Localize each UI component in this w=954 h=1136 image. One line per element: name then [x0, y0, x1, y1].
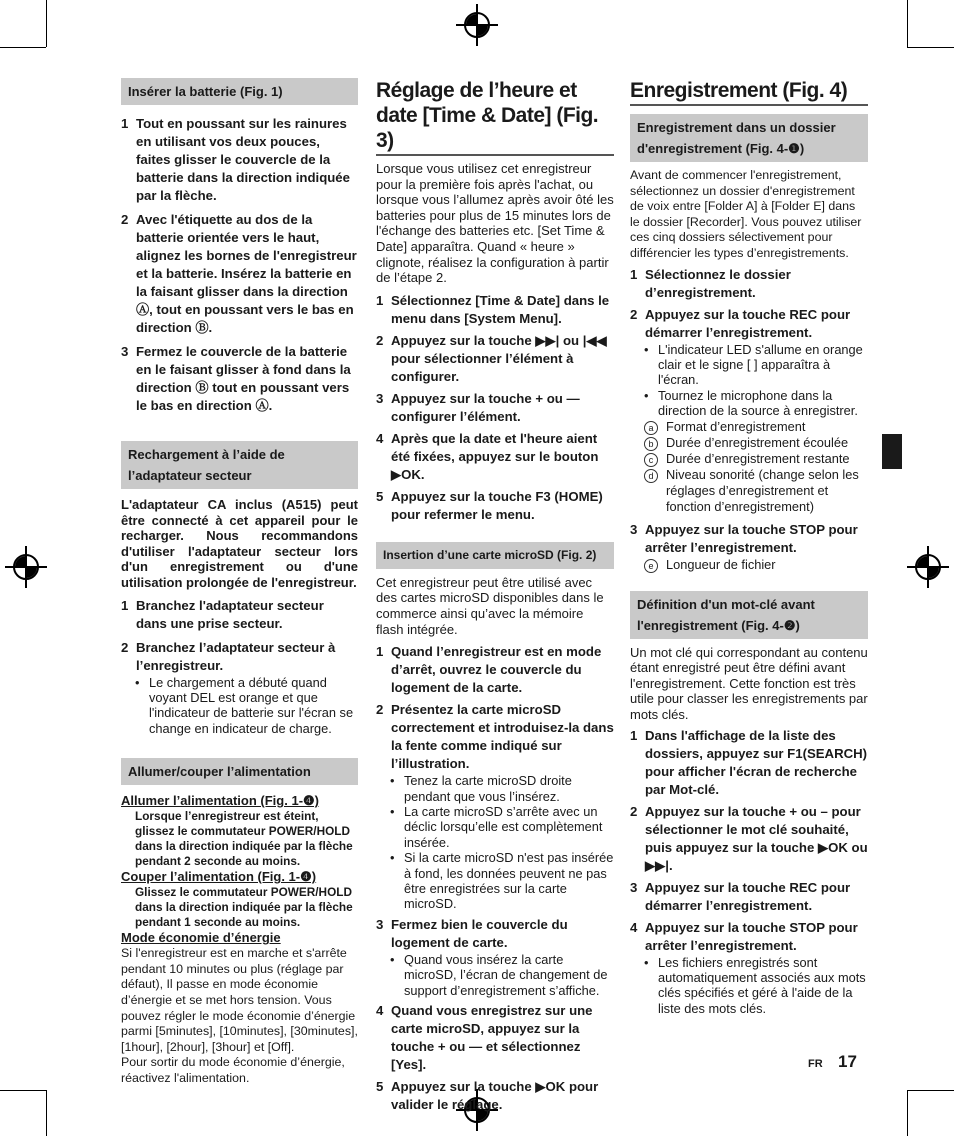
subheading: Mode économie d’énergie: [121, 930, 281, 946]
crop-mark: [46, 0, 47, 47]
crop-mark: [0, 47, 46, 48]
paragraph: Un mot clé qui correspondant au contenu étant enregistré peut être défini avant l'enregistrement. Cette fonction est très utile pour classer les enregistrements par mots clés.: [630, 644, 868, 722]
step: 3 Appuyez sur la touche + ou — configurer l’élément.: [376, 390, 580, 424]
crop-mark: [907, 0, 908, 47]
paragraph: Pour sortir du mode économie d’énergie, réactivez l'alimentation.: [121, 1055, 345, 1085]
callout-item: d Niveau sonorité (change selon les réglages d’enregistrement et fonction d’enregistrement): [630, 467, 868, 515]
step: 3 Appuyez sur la touche REC pour démarrer l’enregistrement.: [630, 879, 851, 913]
registration-mark-icon: [13, 554, 39, 580]
page-title: Réglage de l’heure et date [Time & Date] (Fig. 3): [376, 78, 614, 156]
section-heading: Enregistrement dans un dossier d'enregistrement (Fig. 4-❶): [630, 114, 868, 162]
crop-mark: [46, 1090, 47, 1136]
crop-mark: [907, 1090, 954, 1091]
step: 1 Dans l'affichage de la liste des dossiers, appuyez sur F1(SEARCH) pour afficher l'écran de recherche par Mot-clé.: [630, 727, 868, 797]
instruction: Lorsque l’enregistreur est éteint, glissez le commutateur POWER/HOLD dans la direction indiquée par la flèche pendant 2 seconde au moins.: [135, 809, 353, 869]
bullet: • L'indicateur LED s'allume en orange clair et le signe [ ] apparaîtra à l'écran.: [644, 341, 863, 388]
section-heading: Définition d'un mot-clé avant l'enregistrement (Fig. 4-❷): [630, 591, 868, 639]
crop-mark: [907, 47, 954, 48]
step: 5 Appuyez sur la touche ▶OK pour valider le réglage.: [376, 1079, 599, 1112]
paragraph: Lorsque vous utilisez cet enregistreur pour la première fois après l'achat, ou lorsque vous l’allumez après avoir ôté les batteries pour plus de 15 minutes lors de l'échange des batteries etc. [Set Time & Date] apparaîtra. Quand « heure » clignote, réalisez la configuration à partir de l’étape 2.: [376, 161, 614, 286]
crop-mark: [0, 1090, 46, 1091]
language-label: FR: [808, 1058, 823, 1070]
column-right: [630, 78, 868, 1016]
callout-item: a Format d’enregistrement: [630, 419, 868, 435]
instruction: Glissez le commutateur POWER/HOLD dans la direction indiquée par la flèche pendant 1 seconde au moins.: [135, 885, 353, 930]
section-heading: Rechargement à l’aide de l’adaptateur secteur: [121, 441, 358, 489]
step: 2 Branchez l’adaptateur secteur à l’enregistreur.: [121, 639, 336, 673]
callout-item: b Durée d’enregistrement écoulée: [630, 435, 868, 451]
bullet: • Le chargement a débuté quand voyant DEL est orange et que l'indicateur de batterie sur l'écran se change en indicateur de charge.: [135, 674, 354, 736]
step: 3 Appuyez sur la touche STOP pour arrêter l’enregistrement.: [630, 521, 858, 555]
page-title: Enregistrement (Fig. 4): [630, 78, 868, 106]
page-number: 17: [838, 1052, 857, 1071]
step: 4 Après que la date et l'heure aient été fixées, appuyez sur le bouton ▶OK.: [376, 430, 599, 482]
subheading: Allumer l’alimentation (Fig. 1-❹): [121, 793, 320, 809]
column-middle: [376, 78, 614, 1114]
step: 2 Appuyez sur la touche REC pour démarrer l’enregistrement.: [630, 306, 851, 340]
step: 4 Appuyez sur la touche STOP pour arrêter l’enregistrement.: [630, 919, 858, 953]
step: 4 Quand vous enregistrez sur une carte microSD, appuyez sur la touche + ou — et sélectionnez [Yes].: [376, 1003, 593, 1072]
callout-item: e Longueur de fichier: [630, 557, 868, 573]
step: 1 Sélectionnez le dossier d’enregistrement.: [630, 266, 791, 300]
step: 2 Appuyez sur la touche ▶▶| ou |◀◀ pour sélectionner l’élément à configurer.: [376, 332, 607, 384]
bullet: • Tournez le microphone dans la direction de la source à enregistrer.: [644, 387, 858, 419]
crop-mark: [907, 1090, 908, 1136]
subheading: Couper l’alimentation (Fig. 1-❹): [121, 869, 317, 885]
callout-item: c Durée d’enregistrement restante: [630, 451, 868, 467]
paragraph: Avant de commencer l'enregistrement, sélectionnez un dossier d'enregistrement de voix entre [Folder A] à [Folder E] dans le dossier [Recorder]. Vous pouvez utiliser ces cinq dossiers sélectivement pour différencier les types d’enregistrements.: [630, 168, 862, 260]
step: 1 Branchez l'adaptateur secteur dans une prise secteur.: [121, 597, 324, 631]
registration-mark-icon: [464, 12, 490, 38]
step: 3 Fermez le couvercle de la batterie en le faisant glisser à fond dans la direction Ⓑ tout en poussant vers le bas en direction Ⓐ.: [121, 344, 351, 413]
section-heading: Insérer la batterie (Fig. 1): [121, 78, 358, 105]
step: 1 Quand l’enregistreur est en mode d’arrêt, ouvrez le couvercle du logement de la carte.: [376, 644, 602, 696]
bullet: • Les fichiers enregistrés sont automatiquement associés aux mots clés spécifiés et géré à l'aide de la liste des mots clés.: [644, 954, 866, 1016]
paragraph: Cet enregistreur peut être utilisé avec des cartes microSD disponibles dans le commerce ainsi qu’avec la mémoire flash intégrée.: [376, 574, 604, 637]
section-heading: Insertion d’une carte microSD (Fig. 2): [376, 542, 614, 569]
step: 2 Présentez la carte microSD correctement et introduisez-la dans la fente comme indiqué sur l’illustration.: [376, 702, 614, 772]
section-tab: [882, 434, 902, 469]
step: 3 Fermez bien le couvercle du logement de carte.: [376, 916, 568, 950]
step: 2 Appuyez sur la touche + ou – pour sélectionner le mot clé souhaité, puis appuyez sur la touche ▶OK ou ▶▶|.: [630, 803, 868, 873]
step: 5 Appuyez sur la touche F3 (HOME) pour refermer le menu.: [376, 488, 603, 522]
bullet: • Si la carte microSD n'est pas insérée à fond, les données peuvent ne pas être enregistrées sur la carte microSD.: [390, 850, 614, 912]
charge-intro: L'adaptateur CA inclus (A515) peut être connecté à cet appareil pour le recharger. Nous recommandons d'utiliser l'adaptateur secteur lors d'un enregistrement ou d'une utilisation prolongée de l'enregistreur.: [121, 497, 358, 590]
column-left: [121, 78, 358, 1087]
step: 1 Tout en poussant sur les rainures en utilisant vos deux pouces, faites glisser le couvercle de la batterie dans la direction indiquée par la flèche.: [121, 116, 350, 203]
paragraph: Si l'enregistreur est en marche et s'arrête pendant 10 minutes ou plus (réglage par défaut), Il passe en mode économie d’énergie et se met hors tension. Vous pouvez régler le mode économie d’énergie parmi [5minutes], [10minutes], [30minutes], [1hour], [2hour], [3hour] et [Off].: [121, 946, 358, 1054]
bullet: • Quand vous insérez la carte microSD, l’écran de changement de support d’enregistrement s’affiche.: [390, 951, 608, 998]
step: 2 Avec l'étiquette au dos de la batterie orientée vers le haut, alignez les bornes de l'enregistreur et la batterie. Insérez la batterie en la faisant glisser dans la direction Ⓐ, tout en poussant vers le bas en direction Ⓑ.: [121, 212, 357, 335]
bullet: • La carte microSD s’arrête avec un déclic lorsqu’elle est complètement insérée.: [390, 803, 603, 850]
registration-mark-icon: [915, 554, 941, 580]
bullet: • Tenez la carte microSD droite pendant que vous l’insérez.: [390, 773, 572, 804]
section-heading: Allumer/couper l’alimentation: [121, 758, 358, 785]
step: 1 Sélectionnez [Time & Date] dans le menu dans [System Menu].: [376, 292, 610, 326]
